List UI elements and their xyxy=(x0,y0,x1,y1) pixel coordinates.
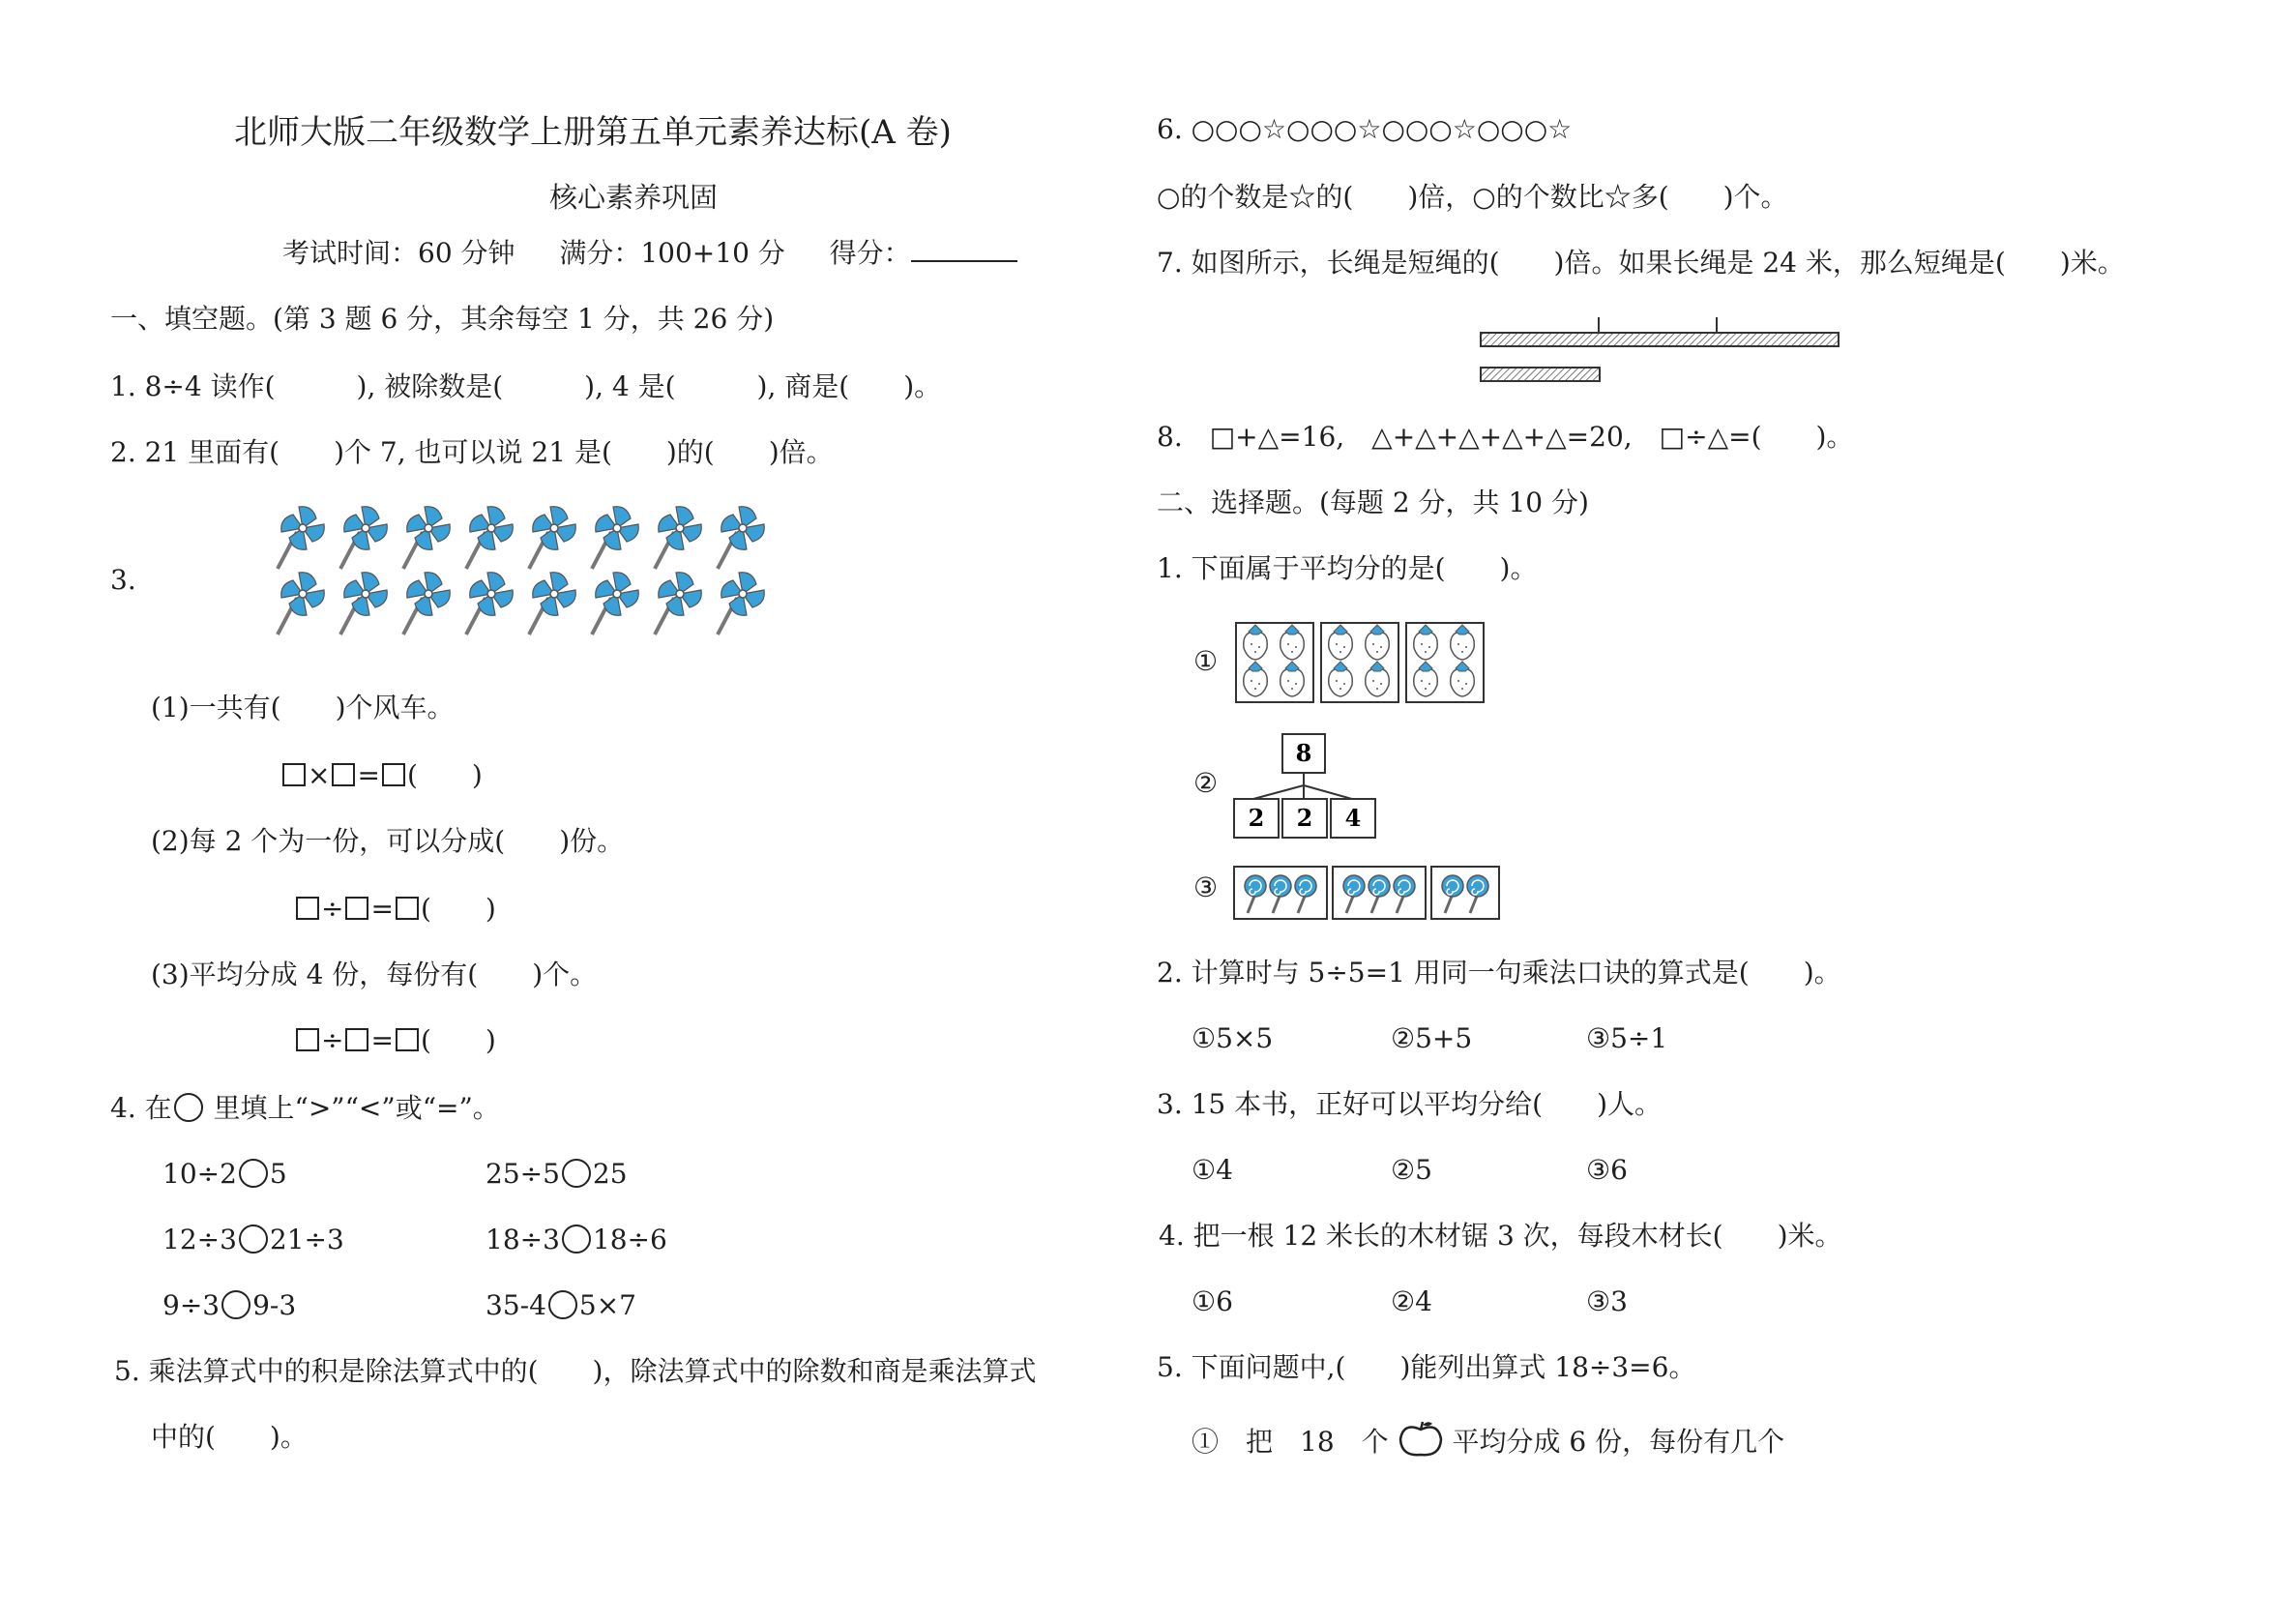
compare-circle[interactable] xyxy=(548,1290,577,1319)
c1-marker-3: ③ xyxy=(1193,871,1219,903)
c1-marker-1: ① xyxy=(1193,645,1219,677)
strawberry-groups-image xyxy=(1234,621,1486,706)
q3-part3: (3)平均分成 4 份，每份有( )个。 xyxy=(151,959,598,990)
long-rope xyxy=(1481,333,1839,346)
tree-bottom-value-1: 2 xyxy=(1248,804,1265,832)
choice-3: 3. 15 本书，正好可以平均分给( )人。 xyxy=(1157,1088,1662,1120)
compare-3: 12÷3 21÷3 xyxy=(162,1224,344,1255)
page-subtitle: 核心素养巩固 xyxy=(549,181,719,214)
compare-2: 25÷5 25 xyxy=(486,1158,628,1190)
question-1: 1. 8÷4 读作( ), 被除数是( ), 4 是( ), 商是( )。 xyxy=(110,370,942,402)
circle-icon xyxy=(174,1093,203,1122)
q3-formula3: ÷ = ( ) xyxy=(294,1023,496,1058)
question-5-line1: 5. 乘法算式中的积是除法算式中的( )，除法算式中的除数和商是乘法算式 xyxy=(114,1355,1037,1387)
exam-time: 考试时间：60 分钟 xyxy=(282,237,515,269)
compare-circle[interactable] xyxy=(562,1159,591,1188)
c2-option-2[interactable]: ②5+5 xyxy=(1391,1022,1473,1054)
choice-2: 2. 计算时与 5÷5=1 用同一句乘法口诀的算式是( )。 xyxy=(1157,957,1841,989)
c4-option-2[interactable]: ②4 xyxy=(1391,1285,1432,1317)
full-score: 满分：100+10 分 xyxy=(559,237,785,269)
exam-info xyxy=(282,236,1017,271)
page-title: 北师大版二年级数学上册第五单元素养达标(A 卷) xyxy=(234,113,952,152)
lollipop-groups-image xyxy=(1232,865,1513,921)
question-5-line2: 中的( )。 xyxy=(151,1421,308,1453)
question-3-number: 3. xyxy=(110,564,136,596)
pinwheels-image xyxy=(276,503,788,648)
choice-4: 4. 把一根 12 米长的木材锯 3 次，每段木材长( )米。 xyxy=(1159,1220,1842,1252)
c4-option-3[interactable]: ③3 xyxy=(1586,1285,1628,1317)
q3-part1: (1)一共有( )个风车。 xyxy=(151,692,455,723)
c3-option-2[interactable]: ②5 xyxy=(1391,1154,1432,1186)
question-8: 8. □+△=16, △+△+△+△+△=20, □÷△=( )。 xyxy=(1157,421,1854,453)
compare-4: 18÷3 18÷6 xyxy=(486,1224,667,1255)
score-blank[interactable] xyxy=(911,260,1017,262)
q3-formula2: ÷ = ( ) xyxy=(294,892,496,927)
tree-bottom-value-2: 2 xyxy=(1296,804,1313,832)
compare-6: 35-4 5×7 xyxy=(486,1289,636,1321)
apple-icon xyxy=(1398,1420,1444,1459)
c2-option-1[interactable]: ①5×5 xyxy=(1192,1022,1274,1054)
number-tree-diagram xyxy=(1228,731,1389,840)
c5-option-1[interactable]: ① 把 18 个 平均分成 6 份，每份有几个 xyxy=(1192,1420,1784,1460)
c1-marker-2: ② xyxy=(1193,767,1219,799)
compare-5: 9÷3 9-3 xyxy=(162,1289,297,1321)
section2-heading: 二、选择题。(每题 2 分，共 10 分) xyxy=(1157,487,1589,518)
question-6-shapes: 6. ○○○☆○○○☆○○○☆○○○☆ xyxy=(1157,113,1573,145)
question-2: 2. 21 里面有( )个 7, 也可以说 21 是( )的( )倍。 xyxy=(110,436,834,468)
choice-1: 1. 下面属于平均分的是( )。 xyxy=(1157,552,1538,584)
compare-circle[interactable] xyxy=(221,1290,250,1319)
short-rope xyxy=(1481,368,1600,381)
tree-bottom-value-3: 4 xyxy=(1344,804,1362,832)
compare-1: 10÷2 5 xyxy=(162,1158,287,1190)
choice-5: 5. 下面问题中,( )能列出算式 18÷3=6。 xyxy=(1157,1351,1696,1383)
question-4: 4. 在 里填上“>”“<”或“=”。 xyxy=(110,1092,500,1124)
section1-heading: 一、填空题。(第 3 题 6 分，其余每空 1 分，共 26 分) xyxy=(110,303,775,335)
compare-circle[interactable] xyxy=(239,1225,268,1254)
c4-option-1[interactable]: ①6 xyxy=(1192,1285,1233,1317)
question-6-text: ○的个数是☆的( )倍，○的个数比☆多( )个。 xyxy=(1157,181,1788,213)
score-label: 得分： xyxy=(829,237,911,269)
question-7: 7. 如图所示，长绳是短绳的( )倍。如果长绳是 24 米，那么短绳是( )米。 xyxy=(1157,247,2125,279)
c3-option-3[interactable]: ③6 xyxy=(1586,1154,1628,1186)
compare-circle[interactable] xyxy=(239,1159,268,1188)
q3-formula1: × = ( ) xyxy=(280,758,483,793)
compare-circle[interactable] xyxy=(562,1225,591,1254)
ropes-diagram xyxy=(1480,315,1847,387)
q3-part2: (2)每 2 个为一份，可以分成( )份。 xyxy=(151,825,625,857)
tree-top-value: 8 xyxy=(1295,739,1312,767)
c2-option-3[interactable]: ③5÷1 xyxy=(1586,1022,1668,1054)
c3-option-1[interactable]: ①4 xyxy=(1192,1154,1233,1186)
